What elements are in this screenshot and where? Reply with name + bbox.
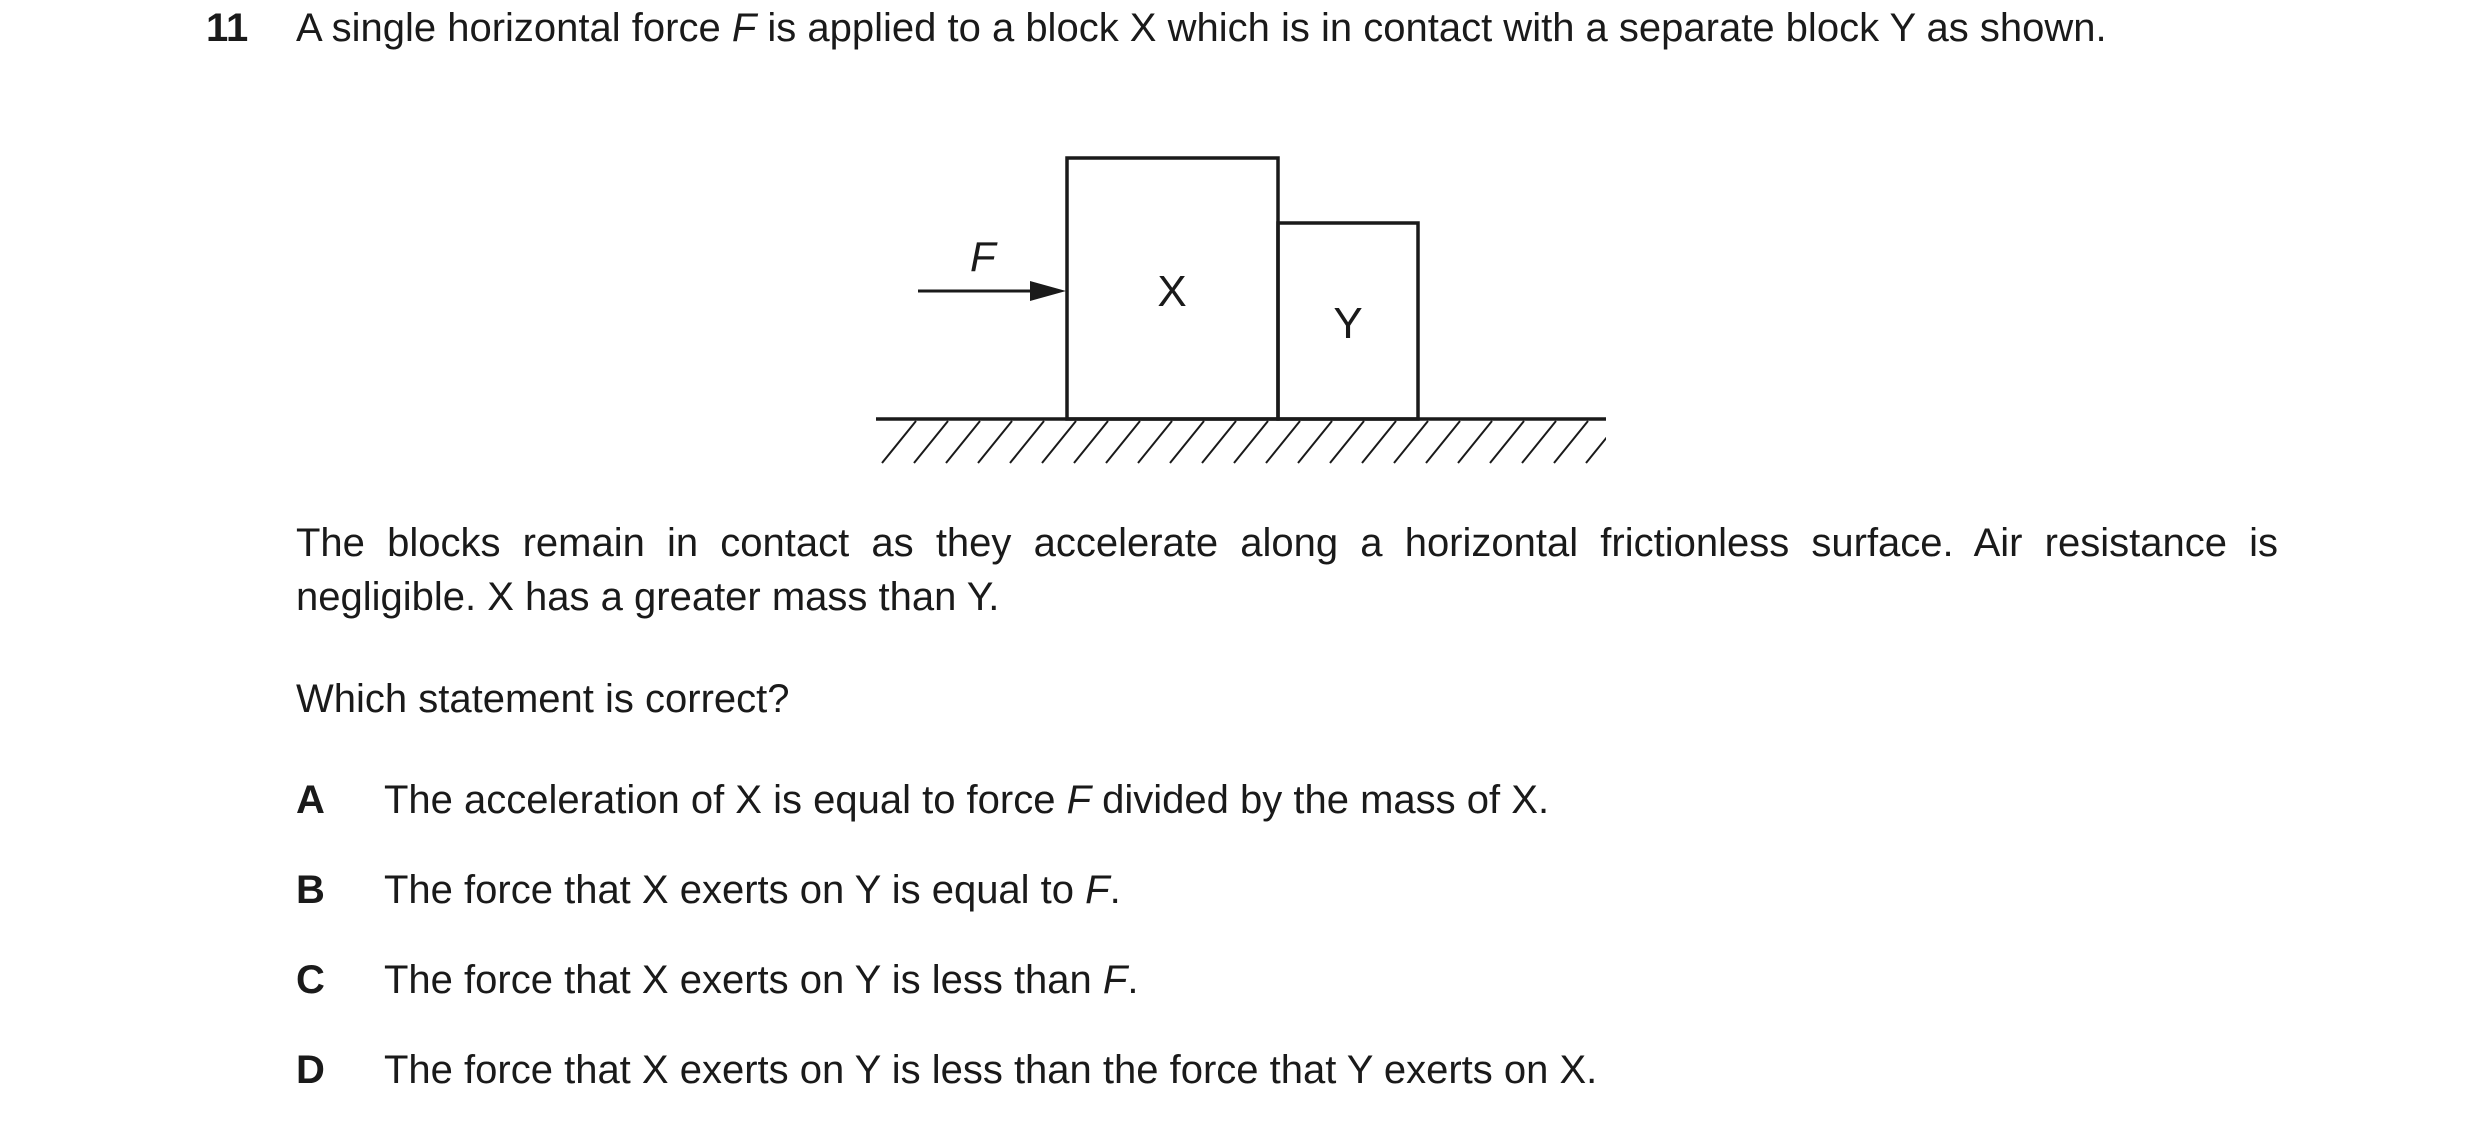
option-letter: C [296, 958, 325, 1002]
option-text-post: . [1127, 958, 1139, 1002]
hatch-line [1266, 421, 1300, 463]
option-letter: B [296, 868, 325, 912]
block-x-label: X [1157, 267, 1187, 316]
force-label: F [970, 233, 996, 280]
hatch-line [1010, 421, 1044, 463]
option-text [384, 770, 1549, 830]
option-text-post: divided by the mass of X. [1091, 778, 1550, 822]
hatch-line [1458, 421, 1492, 463]
hatch-line [1426, 421, 1460, 463]
question-prompt: Which statement is correct? [296, 677, 790, 721]
option-text [384, 950, 1138, 1010]
option-letter: A [296, 778, 325, 822]
option-text-pre: The force that X exerts on Y is less than [384, 958, 1103, 1002]
option-text-pre: The force that X exerts on Y is less than the force that Y exerts on X. [384, 1048, 1598, 1092]
option-letter: D [296, 1048, 325, 1092]
block-y-label: Y [1333, 299, 1363, 348]
context-paragraph: The blocks remain in contact as they accelerate along a horizontal frictionless surface. Air resistance is negligible. X has a greater mass than Y. [296, 521, 2278, 619]
hatch-line [1202, 421, 1236, 463]
option-force-symbol: F [1102, 958, 1128, 1002]
stem-force-symbol: F [731, 6, 757, 50]
hatch-line [946, 421, 980, 463]
option-text [384, 1040, 1597, 1100]
hatch-line [914, 421, 948, 463]
option-text [384, 860, 1121, 920]
hatch-line [1298, 421, 1332, 463]
stem-text-prefix: A single horizontal force [296, 6, 732, 50]
hatch-line [1330, 421, 1364, 463]
hatch-line [1362, 421, 1396, 463]
option-force-symbol: F [1066, 778, 1092, 822]
hatch-line [882, 421, 916, 463]
hatch-line [1042, 421, 1076, 463]
hatch-line [1554, 421, 1588, 463]
force-arrowhead [1030, 281, 1066, 301]
hatch-line [1618, 421, 1652, 463]
option-force-symbol: F [1085, 868, 1110, 912]
option-text-pre: The force that X exerts on Y is equal to [384, 868, 1086, 912]
hatch-line [1170, 421, 1204, 463]
hatch-line [1490, 421, 1524, 463]
option-text-pre: The acceleration of X is equal to force [384, 778, 1067, 822]
hatch-line [1522, 421, 1556, 463]
hatch-line [1394, 421, 1428, 463]
hatch-line [1234, 421, 1268, 463]
blocks-diagram [0, 0, 2480, 500]
question-number: 11 [206, 6, 249, 50]
option-text-post: . [1109, 868, 1121, 912]
hatch-line [1074, 421, 1108, 463]
stem-text-suffix: is applied to a block X which is in contact with a separate block Y as shown. [756, 6, 2107, 50]
hatch-line [978, 421, 1012, 463]
hatch-line [1106, 421, 1140, 463]
hatch-line [1586, 421, 1620, 463]
ground-hatching [882, 421, 1652, 463]
hatch-line [1138, 421, 1172, 463]
